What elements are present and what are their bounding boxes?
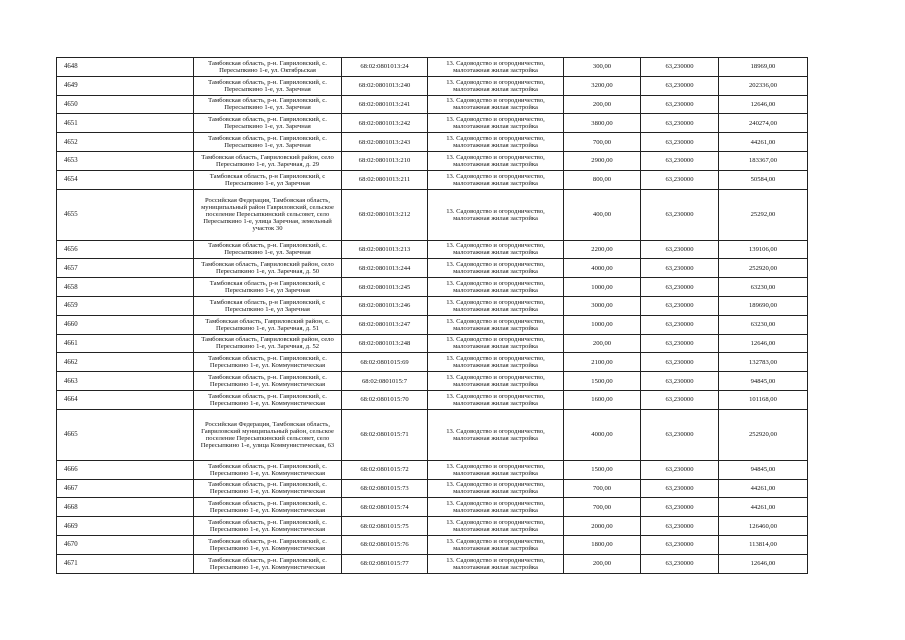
address-cell: Тамбовская область, Гавриловский район, село Пересыпкино 1-е, ул. Заречная, д. 52 xyxy=(194,334,342,353)
area-cell: 3800,00 xyxy=(564,114,641,133)
table-row xyxy=(57,76,808,95)
table-row xyxy=(57,114,808,133)
cadastral-number-cell: 68:02:0801015:71 xyxy=(342,409,428,460)
cadastral-value-cell: 94845,00 xyxy=(719,372,808,391)
specific-value-cell: 63,230000 xyxy=(641,189,719,240)
cadastral-number-cell: 68:02:0801013:210 xyxy=(342,151,428,170)
table-row xyxy=(57,240,808,259)
cadastral-number-cell: 68:02:0801015:77 xyxy=(342,554,428,573)
cadastral-number-cell: 68:02:0801015:75 xyxy=(342,517,428,536)
specific-value-cell: 63,230000 xyxy=(641,278,719,297)
cadastral-value-cell: 132783,00 xyxy=(719,353,808,372)
land-use-cell: 13. Садоводство и огородничество, малоэтажная жилая застройка xyxy=(428,133,564,152)
land-use-cell: 13. Садоводство и огородничество, малоэтажная жилая застройка xyxy=(428,240,564,259)
table-row xyxy=(57,479,808,498)
land-use-cell: 13. Садоводство и огородничество, малоэтажная жилая застройка xyxy=(428,259,564,278)
cadastral-value-cell: 94845,00 xyxy=(719,460,808,479)
cadastral-number-cell: 68:02:0801015:72 xyxy=(342,460,428,479)
cadastral-value-cell: 18969,00 xyxy=(719,58,808,77)
row-number-cell: 4667 xyxy=(57,479,194,498)
cadastral-value-cell: 183367,00 xyxy=(719,151,808,170)
land-use-cell: 13. Садоводство и огородничество, малоэтажная жилая застройка xyxy=(428,460,564,479)
row-number-cell: 4658 xyxy=(57,278,194,297)
cadastral-number-cell: 68:02:0801013:248 xyxy=(342,334,428,353)
specific-value-cell: 63,230000 xyxy=(641,409,719,460)
specific-value-cell: 63,230000 xyxy=(641,259,719,278)
specific-value-cell: 63,230000 xyxy=(641,114,719,133)
row-number-cell: 4655 xyxy=(57,189,194,240)
specific-value-cell: 63,230000 xyxy=(641,390,719,409)
area-cell: 700,00 xyxy=(564,133,641,152)
row-number-cell: 4649 xyxy=(57,76,194,95)
table-row xyxy=(57,409,808,460)
land-use-cell: 13. Садоводство и огородничество, малоэтажная жилая застройка xyxy=(428,479,564,498)
address-cell: Тамбовская область, р-н. Гавриловский, с. Пересыпкино 1-е, ул. Коммунистическая xyxy=(194,372,342,391)
cadastral-value-cell: 44261,00 xyxy=(719,133,808,152)
address-cell: Тамбовская область, р-н. Гавриловский, с. Пересыпкино 1-е, ул. Заречная xyxy=(194,240,342,259)
land-use-cell: 13. Садоводство и огородничество, малоэтажная жилая застройка xyxy=(428,170,564,189)
cadastral-value-cell: 252920,00 xyxy=(719,259,808,278)
land-use-cell: 13. Садоводство и огородничество, малоэтажная жилая застройка xyxy=(428,353,564,372)
area-cell: 300,00 xyxy=(564,58,641,77)
row-number-cell: 4659 xyxy=(57,296,194,315)
table-row xyxy=(57,334,808,353)
area-cell: 700,00 xyxy=(564,479,641,498)
address-cell: Тамбовская область, р-н. Гавриловский, с. Пересыпкино 1-е, ул. Коммунистическая xyxy=(194,479,342,498)
cadastral-value-cell: 252920,00 xyxy=(719,409,808,460)
specific-value-cell: 63,230000 xyxy=(641,133,719,152)
specific-value-cell: 63,230000 xyxy=(641,535,719,554)
table-row xyxy=(57,353,808,372)
area-cell: 3000,00 xyxy=(564,296,641,315)
area-cell: 2200,00 xyxy=(564,240,641,259)
area-cell: 2900,00 xyxy=(564,151,641,170)
specific-value-cell: 63,230000 xyxy=(641,554,719,573)
row-number-cell: 4652 xyxy=(57,133,194,152)
land-use-cell: 13. Садоводство и огородничество, малоэтажная жилая застройка xyxy=(428,372,564,391)
address-cell: Тамбовская область, Гавриловский район, с. Пересыпкино 1-е, ул. Заречная, д. 51 xyxy=(194,315,342,334)
area-cell: 4000,00 xyxy=(564,409,641,460)
table-row xyxy=(57,133,808,152)
land-use-cell: 13. Садоводство и огородничество, малоэтажная жилая застройка xyxy=(428,334,564,353)
cadastral-value-table xyxy=(56,57,808,574)
cadastral-number-cell: 68:02:0801015:73 xyxy=(342,479,428,498)
cadastral-number-cell: 68:02:0801013:246 xyxy=(342,296,428,315)
table-row xyxy=(57,372,808,391)
cadastral-value-cell: 12646,00 xyxy=(719,95,808,114)
table-row xyxy=(57,315,808,334)
row-number-cell: 4670 xyxy=(57,535,194,554)
area-cell: 400,00 xyxy=(564,189,641,240)
address-cell: Тамбовская область, Гавриловский район, село Пересыпкино 1-е, ул. Заречная, д. 50 xyxy=(194,259,342,278)
cadastral-number-cell: 68:02:0801013:245 xyxy=(342,278,428,297)
specific-value-cell: 63,230000 xyxy=(641,479,719,498)
table-row xyxy=(57,151,808,170)
land-use-cell: 13. Садоводство и огородничество, малоэтажная жилая застройка xyxy=(428,58,564,77)
cadastral-value-cell: 12646,00 xyxy=(719,334,808,353)
specific-value-cell: 63,230000 xyxy=(641,517,719,536)
address-cell: Тамбовская область, р-н. Гавриловский, с. Пересыпкино 1-е, ул. Заречная xyxy=(194,76,342,95)
address-cell: Тамбовская область, Гавриловский район, село Пересыпкино 1-е, ул. Заречная, д. 29 xyxy=(194,151,342,170)
specific-value-cell: 63,230000 xyxy=(641,170,719,189)
specific-value-cell: 63,230000 xyxy=(641,353,719,372)
cadastral-value-cell: 240274,00 xyxy=(719,114,808,133)
area-cell: 3200,00 xyxy=(564,76,641,95)
land-use-cell: 13. Садоводство и огородничество, малоэтажная жилая застройка xyxy=(428,278,564,297)
cadastral-value-cell: 12646,00 xyxy=(719,554,808,573)
row-number-cell: 4668 xyxy=(57,498,194,517)
area-cell: 1500,00 xyxy=(564,460,641,479)
area-cell: 800,00 xyxy=(564,170,641,189)
cadastral-value-cell: 63230,00 xyxy=(719,315,808,334)
row-number-cell: 4666 xyxy=(57,460,194,479)
table-row xyxy=(57,278,808,297)
cadastral-number-cell: 68:02:0801015:76 xyxy=(342,535,428,554)
land-use-cell: 13. Садоводство и огородничество, малоэтажная жилая застройка xyxy=(428,554,564,573)
row-number-cell: 4663 xyxy=(57,372,194,391)
cadastral-value-cell: 50584,00 xyxy=(719,170,808,189)
cadastral-number-cell: 68:02:0801015:69 xyxy=(342,353,428,372)
land-use-cell: 13. Садоводство и огородничество, малоэтажная жилая застройка xyxy=(428,189,564,240)
table-row xyxy=(57,498,808,517)
row-number-cell: 4657 xyxy=(57,259,194,278)
land-use-cell: 13. Садоводство и огородничество, малоэтажная жилая застройка xyxy=(428,296,564,315)
cadastral-number-cell: 68:02:0801013:244 xyxy=(342,259,428,278)
address-cell: Тамбовская область, р-н. Гавриловский, с. Пересыпкино 1-е, ул. Коммунистическая xyxy=(194,535,342,554)
address-cell: Тамбовская область, р-н Гавриловский, с Пересыпкино 1-е, ул Заречная xyxy=(194,296,342,315)
address-cell: Тамбовская область, р-н Гавриловский, с Пересыпкино 1-е, ул Заречная xyxy=(194,170,342,189)
row-number-cell: 4661 xyxy=(57,334,194,353)
cadastral-number-cell: 68:02:0801015:74 xyxy=(342,498,428,517)
table-row xyxy=(57,535,808,554)
address-cell: Тамбовская область, р-н. Гавриловский, с. Пересыпкино 1-е, ул. Коммунистическая xyxy=(194,517,342,536)
specific-value-cell: 63,230000 xyxy=(641,334,719,353)
cadastral-number-cell: 68:02:0801013:213 xyxy=(342,240,428,259)
specific-value-cell: 63,230000 xyxy=(641,240,719,259)
cadastral-value-cell: 101168,00 xyxy=(719,390,808,409)
row-number-cell: 4665 xyxy=(57,409,194,460)
cadastral-value-cell: 44261,00 xyxy=(719,479,808,498)
table-row xyxy=(57,95,808,114)
cadastral-value-cell: 139106,00 xyxy=(719,240,808,259)
land-use-cell: 13. Садоводство и огородничество, малоэтажная жилая застройка xyxy=(428,498,564,517)
specific-value-cell: 63,230000 xyxy=(641,460,719,479)
land-use-cell: 13. Садоводство и огородничество, малоэтажная жилая застройка xyxy=(428,517,564,536)
address-cell: Тамбовская область, р-н. Гавриловский, с. Пересыпкино 1-е, ул. Коммунистическая xyxy=(194,554,342,573)
table-row xyxy=(57,259,808,278)
cadastral-number-cell: 68:02:0801013:242 xyxy=(342,114,428,133)
cadastral-value-cell: 113814,00 xyxy=(719,535,808,554)
cadastral-number-cell: 68:02:0801013:212 xyxy=(342,189,428,240)
cadastral-value-cell: 63230,00 xyxy=(719,278,808,297)
row-number-cell: 4671 xyxy=(57,554,194,573)
table-row xyxy=(57,460,808,479)
row-number-cell: 4660 xyxy=(57,315,194,334)
specific-value-cell: 63,230000 xyxy=(641,372,719,391)
address-cell: Тамбовская область, р-н. Гавриловский, с. Пересыпкино 1-е, ул. Коммунистическая xyxy=(194,460,342,479)
area-cell: 1600,00 xyxy=(564,390,641,409)
specific-value-cell: 63,230000 xyxy=(641,58,719,77)
land-use-cell: 13. Садоводство и огородничество, малоэтажная жилая застройка xyxy=(428,535,564,554)
address-cell: Тамбовская область, р-н. Гавриловский, с. Пересыпкино 1-е, ул. Заречная xyxy=(194,95,342,114)
cadastral-number-cell: 68:02:0801013:241 xyxy=(342,95,428,114)
row-number-cell: 4653 xyxy=(57,151,194,170)
row-number-cell: 4669 xyxy=(57,517,194,536)
specific-value-cell: 63,230000 xyxy=(641,296,719,315)
table-body xyxy=(57,58,808,574)
specific-value-cell: 63,230000 xyxy=(641,76,719,95)
specific-value-cell: 63,230000 xyxy=(641,315,719,334)
cadastral-value-cell: 44261,00 xyxy=(719,498,808,517)
row-number-cell: 4656 xyxy=(57,240,194,259)
land-use-cell: 13. Садоводство и огородничество, малоэтажная жилая застройка xyxy=(428,315,564,334)
cadastral-number-cell: 68:02:0801015:7 xyxy=(342,372,428,391)
address-cell: Тамбовская область, р-н. Гавриловский, с. Пересыпкино 1-е, ул. Коммунистическая xyxy=(194,390,342,409)
cadastral-value-cell: 189690,00 xyxy=(719,296,808,315)
table-row xyxy=(57,58,808,77)
cadastral-number-cell: 68:02:0801013:243 xyxy=(342,133,428,152)
table-row xyxy=(57,189,808,240)
table-row xyxy=(57,554,808,573)
cadastral-number-cell: 68:02:0801013:247 xyxy=(342,315,428,334)
table-row xyxy=(57,170,808,189)
address-cell: Тамбовская область, р-н. Гавриловский, с. Пересыпкино 1-е, ул. Заречная xyxy=(194,133,342,152)
row-number-cell: 4664 xyxy=(57,390,194,409)
area-cell: 200,00 xyxy=(564,95,641,114)
cadastral-value-cell: 202336,00 xyxy=(719,76,808,95)
area-cell: 2100,00 xyxy=(564,353,641,372)
address-cell: Тамбовская область, р-н. Гавриловский, с. Пересыпкино 1-е, ул. Заречная xyxy=(194,114,342,133)
table-row xyxy=(57,390,808,409)
specific-value-cell: 63,230000 xyxy=(641,151,719,170)
cadastral-number-cell: 68:02:0801015:70 xyxy=(342,390,428,409)
address-cell: Российская Федерация, Тамбовская область, муниципальный район Гавриловский, сельское поселение Пересыпкинский сельсовет, село Пересыпкино 1-е, улица Заречная, земельный участок 30 xyxy=(194,189,342,240)
area-cell: 1800,00 xyxy=(564,535,641,554)
table-row xyxy=(57,296,808,315)
address-cell: Тамбовская область, р-н Гавриловский, с Пересыпкино 1-е, ул Заречная xyxy=(194,278,342,297)
area-cell: 700,00 xyxy=(564,498,641,517)
row-number-cell: 4650 xyxy=(57,95,194,114)
land-use-cell: 13. Садоводство и огородничество, малоэтажная жилая застройка xyxy=(428,390,564,409)
address-cell: Российская Федерация, Тамбовская область, Гавриловский муниципальный район, сельское поселение Пересыпкинский сельсовет, село Пересыпкино 1-е, улица Коммунистическая, 63 xyxy=(194,409,342,460)
address-cell: Тамбовская область, р-н. Гавриловский, с. Пересыпкино 1-е, ул. Коммунистическая xyxy=(194,498,342,517)
land-use-cell: 13. Садоводство и огородничество, малоэтажная жилая застройка xyxy=(428,76,564,95)
table-row xyxy=(57,517,808,536)
land-use-cell: 13. Садоводство и огородничество, малоэтажная жилая застройка xyxy=(428,114,564,133)
address-cell: Тамбовская область, р-н. Гавриловский, с. Пересыпкино 1-е, ул. Коммунистическая xyxy=(194,353,342,372)
area-cell: 1500,00 xyxy=(564,372,641,391)
address-cell: Тамбовская область, р-н. Гавриловский, с. Пересыпкино 1-е, ул. Октябрьская xyxy=(194,58,342,77)
row-number-cell: 4662 xyxy=(57,353,194,372)
row-number-cell: 4651 xyxy=(57,114,194,133)
area-cell: 200,00 xyxy=(564,334,641,353)
area-cell: 1000,00 xyxy=(564,315,641,334)
area-cell: 200,00 xyxy=(564,554,641,573)
area-cell: 4000,00 xyxy=(564,259,641,278)
area-cell: 1000,00 xyxy=(564,278,641,297)
area-cell: 2000,00 xyxy=(564,517,641,536)
land-use-cell: 13. Садоводство и огородничество, малоэтажная жилая застройка xyxy=(428,409,564,460)
specific-value-cell: 63,230000 xyxy=(641,498,719,517)
cadastral-number-cell: 68:02:0801013:211 xyxy=(342,170,428,189)
cadastral-value-cell: 126460,00 xyxy=(719,517,808,536)
land-use-cell: 13. Садоводство и огородничество, малоэтажная жилая застройка xyxy=(428,95,564,114)
cadastral-number-cell: 68:02:0801013:24 xyxy=(342,58,428,77)
cadastral-value-cell: 25292,00 xyxy=(719,189,808,240)
cadastral-number-cell: 68:02:0801013:240 xyxy=(342,76,428,95)
land-use-cell: 13. Садоводство и огородничество, малоэтажная жилая застройка xyxy=(428,151,564,170)
specific-value-cell: 63,230000 xyxy=(641,95,719,114)
row-number-cell: 4648 xyxy=(57,58,194,77)
row-number-cell: 4654 xyxy=(57,170,194,189)
